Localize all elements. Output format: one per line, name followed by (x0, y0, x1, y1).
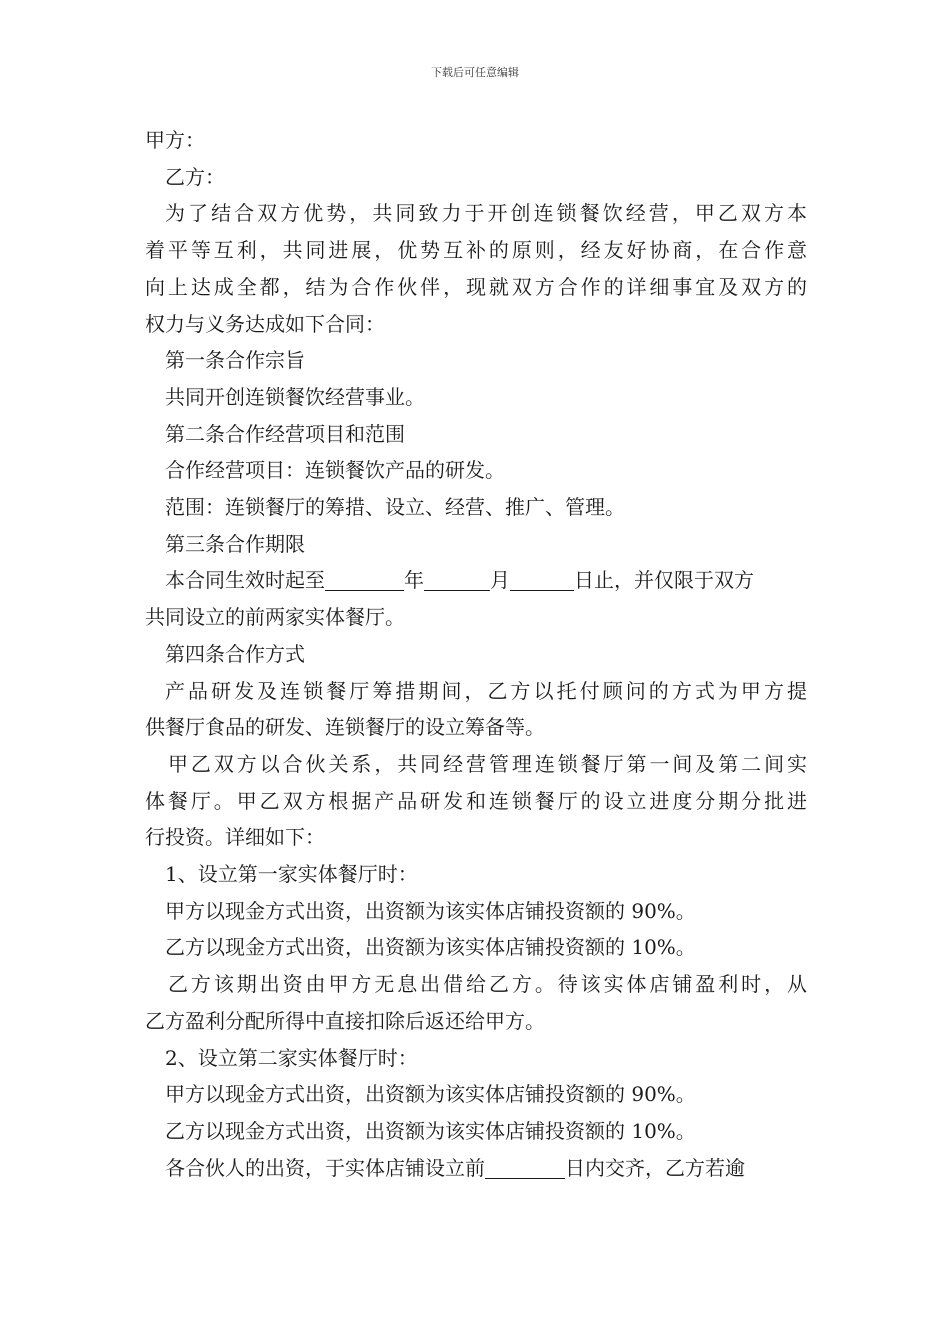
section-2-party-b: 乙方以现金方式出资，出资额为该实体店铺投资额的 10%。 (165, 1118, 696, 1143)
intro-line-1: 为了结合双方优势，共同致力于开创连锁餐饮经营，甲乙双方本 (165, 201, 807, 226)
party-b-label: 乙方： (165, 164, 225, 189)
article-4-title: 第四条合作方式 (165, 641, 305, 666)
article-3-title: 第三条合作期限 (165, 531, 305, 556)
article-4-p2-line-1: 甲乙双方以合伙关系，共同经营管理连锁餐厅第一间及第二间实 (168, 751, 807, 776)
section-2-title: 2、设立第二家实体餐厅时： (165, 1045, 418, 1070)
month-blank (424, 568, 490, 591)
section-1-party-b: 乙方以现金方式出资，出资额为该实体店铺投资额的 10%。 (165, 935, 696, 960)
article-4-p1-line-1: 产品研发及连锁餐厅筹措期间，乙方以托付顾问的方式为甲方提 (165, 678, 807, 703)
section-1-loan-line-1: 乙方该期出资由甲方无息出借给乙方。待该实体店铺盈利时，从 (168, 972, 807, 997)
section-1-title: 1、设立第一家实体餐厅时： (165, 862, 418, 887)
section-1-loan-line-2: 乙方盈利分配所得中直接扣除后返还给甲方。 (145, 1008, 545, 1033)
year-label: 年 (404, 568, 424, 593)
year-blank (325, 568, 404, 591)
article-3-line-2: 共同设立的前两家实体餐厅。 (145, 605, 405, 630)
article-2-item: 合作经营项目：连锁餐饮产品的研发。 (165, 458, 505, 483)
article-4-p1-line-2: 供餐厅食品的研发、连锁餐厅的设立筹备等。 (145, 715, 545, 740)
intro-line-2: 着平等互利，共同进展，优势互补的原则，经友好协商，在合作意 (145, 238, 807, 263)
article-3-line-1 (145, 562, 807, 599)
article-1-body: 共同开创连锁餐饮经营事业。 (165, 384, 425, 409)
term-text-end: 日止，并仅限于双方 (574, 568, 754, 593)
article-2-title: 第二条合作经营项目和范围 (165, 421, 405, 446)
article-4-p2-line-3: 行投资。详细如下： (145, 825, 325, 850)
party-a-label: 甲方： (145, 128, 205, 152)
section-1-party-a: 甲方以现金方式出资，出资额为该实体店铺投资额的 90%。 (165, 898, 696, 923)
intro-line-3: 向上达成全都，结为合作伙伴，现就双方合作的详细事宜及双方的 (145, 274, 807, 299)
contribution-deadline-line (145, 1150, 807, 1187)
contract-body (145, 122, 807, 1186)
intro-line-4: 权力与义务达成如下合同： (145, 311, 385, 336)
section-2-party-a: 甲方以现金方式出资，出资额为该实体店铺投资额的 90%。 (165, 1082, 696, 1107)
deadline-text-start: 各合伙人的出资，于实体店铺设立前 (165, 1155, 485, 1180)
article-1-title: 第一条合作宗旨 (165, 348, 305, 373)
days-blank (485, 1156, 565, 1179)
page-header-note: 下载后可任意编辑 (431, 66, 519, 79)
month-label: 月 (490, 568, 510, 593)
article-4-p2-line-2: 体餐厅。甲乙双方根据产品研发和连锁餐厅的设立进度分期分批进 (145, 788, 807, 813)
article-2-scope: 范围：连锁餐厅的筹措、设立、经营、推广、管理。 (165, 495, 625, 520)
deadline-text-end: 日内交齐，乙方若逾 (565, 1155, 745, 1180)
day-blank (510, 568, 574, 591)
term-text-start: 本合同生效时起至 (165, 568, 325, 593)
